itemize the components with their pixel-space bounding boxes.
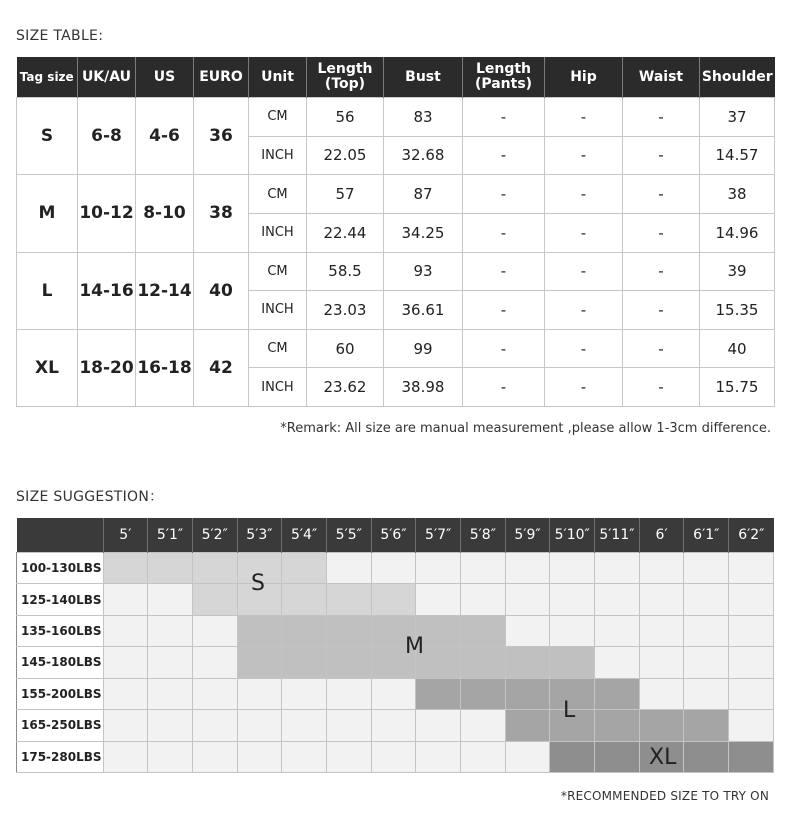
size-table-header-cell: Hip <box>545 57 623 98</box>
size-cell-value: - <box>545 98 623 137</box>
grid-cell-m <box>237 615 282 646</box>
size-label-m: M <box>405 634 424 659</box>
grid-cell-empty <box>550 553 595 584</box>
weight-row <box>17 678 774 709</box>
grid-cell-s <box>326 584 371 615</box>
size-cell-ukau: 18-20 <box>78 329 136 406</box>
size-cell-value: 38.98 <box>384 368 463 407</box>
grid-cell-empty <box>461 584 506 615</box>
grid-cell-s <box>282 584 327 615</box>
grid-cell-m <box>550 647 595 678</box>
height-header-cell: 6′ <box>639 518 684 553</box>
size-cell-value: 60 <box>307 329 384 368</box>
grid-cell-m <box>237 647 282 678</box>
weight-row <box>17 584 774 615</box>
grid-cell-empty <box>639 615 684 646</box>
grid-cell-empty <box>461 710 506 741</box>
size-cell-value: - <box>623 136 700 175</box>
size-cell-value: 56 <box>307 98 384 137</box>
grid-cell-empty <box>639 584 684 615</box>
size-label-xl: XL <box>649 745 677 770</box>
grid-cell-m <box>461 615 506 646</box>
grid-cell-s <box>192 584 237 615</box>
grid-cell-empty <box>103 678 148 709</box>
size-table-header-cell: EURO <box>194 57 249 98</box>
size-cell-value: - <box>545 329 623 368</box>
size-table-header-cell: Length (Pants) <box>463 57 545 98</box>
grid-cell-empty <box>192 647 237 678</box>
grid-cell-empty <box>505 584 550 615</box>
grid-cell-empty <box>192 615 237 646</box>
height-header-cell: 5′3″ <box>237 518 282 553</box>
grid-cell-l <box>461 678 506 709</box>
weight-row <box>17 647 774 678</box>
size-cell-value: 58.5 <box>307 252 384 291</box>
height-header-cell: 5′6″ <box>371 518 416 553</box>
grid-cell-empty <box>148 741 193 772</box>
size-table <box>16 57 775 407</box>
size-cell-value: - <box>463 329 545 368</box>
size-table-header-cell: Bust <box>384 57 463 98</box>
grid-cell-empty <box>192 710 237 741</box>
grid-cell-empty <box>461 741 506 772</box>
size-cell-value: CM <box>249 98 307 137</box>
size-cell-value: 87 <box>384 175 463 214</box>
grid-cell-s <box>371 584 416 615</box>
height-header-cell: 6′1″ <box>684 518 729 553</box>
size-cell-value: 14.96 <box>700 213 775 252</box>
weight-label: 100-130LBS <box>17 553 104 584</box>
size-cell-value: - <box>545 175 623 214</box>
size-table-header-cell: Unit <box>249 57 307 98</box>
grid-cell-empty <box>326 741 371 772</box>
size-cell-value: - <box>463 368 545 407</box>
grid-cell-empty <box>729 553 774 584</box>
size-cell-us: 8-10 <box>136 175 194 252</box>
grid-cell-empty <box>461 553 506 584</box>
height-header-cell: 5′2″ <box>192 518 237 553</box>
weight-label: 125-140LBS <box>17 584 104 615</box>
size-table-header-cell: US <box>136 57 194 98</box>
recommend-note: *RECOMMENDED SIZE TO TRY ON <box>560 789 769 803</box>
grid-cell-empty <box>326 710 371 741</box>
grid-cell-empty <box>371 553 416 584</box>
grid-cell-empty <box>148 678 193 709</box>
grid-cell-l <box>595 710 640 741</box>
size-cell-tag: XL <box>17 329 78 406</box>
grid-cell-empty <box>103 584 148 615</box>
height-header-cell: 5′1″ <box>148 518 193 553</box>
size-cell-value: - <box>545 213 623 252</box>
grid-cell-s <box>148 553 193 584</box>
size-cell-ukau: 6-8 <box>78 98 136 175</box>
grid-cell-empty <box>684 678 729 709</box>
grid-cell-empty <box>684 553 729 584</box>
size-cell-value: - <box>545 136 623 175</box>
size-cell-value: - <box>623 213 700 252</box>
grid-cell-empty <box>416 553 461 584</box>
size-cell-value: 15.35 <box>700 291 775 330</box>
size-row-cm <box>17 98 775 137</box>
grid-cell-l <box>505 710 550 741</box>
size-cell-euro: 36 <box>194 98 249 175</box>
size-cell-value: 15.75 <box>700 368 775 407</box>
size-cell-value: 38 <box>700 175 775 214</box>
grid-cell-empty <box>416 584 461 615</box>
size-cell-value: 22.05 <box>307 136 384 175</box>
grid-cell-empty <box>729 678 774 709</box>
size-cell-value: - <box>463 291 545 330</box>
grid-cell-empty <box>282 710 327 741</box>
grid-cell-m <box>326 647 371 678</box>
size-cell-value: - <box>463 98 545 137</box>
height-header-cell: 5′10″ <box>550 518 595 553</box>
size-suggestion-title: SIZE SUGGESTION： <box>16 489 164 505</box>
size-cell-value: - <box>623 329 700 368</box>
grid-cell-empty <box>639 647 684 678</box>
size-cell-value: 99 <box>384 329 463 368</box>
weight-label: 165-250LBS <box>17 710 104 741</box>
grid-cell-empty <box>729 710 774 741</box>
grid-cell-empty <box>729 615 774 646</box>
size-cell-value: - <box>623 291 700 330</box>
size-cell-value: 23.62 <box>307 368 384 407</box>
grid-cell-empty <box>103 647 148 678</box>
size-cell-value: - <box>463 175 545 214</box>
height-header-row <box>17 518 774 553</box>
size-cell-value: - <box>463 136 545 175</box>
size-table-header-cell: Shoulder <box>700 57 775 98</box>
size-cell-value: - <box>623 98 700 137</box>
grid-cell-m <box>461 647 506 678</box>
grid-cell-empty <box>550 584 595 615</box>
grid-cell-empty <box>639 553 684 584</box>
size-cell-value: CM <box>249 329 307 368</box>
grid-cell-empty <box>371 741 416 772</box>
grid-cell-empty <box>684 615 729 646</box>
weight-label: 155-200LBS <box>17 678 104 709</box>
grid-cell-empty <box>103 741 148 772</box>
grid-cell-empty <box>237 678 282 709</box>
grid-cell-l <box>416 678 461 709</box>
size-cell-us: 16-18 <box>136 329 194 406</box>
size-cell-value: - <box>545 252 623 291</box>
height-header-cell: 6′2″ <box>729 518 774 553</box>
grid-cell-m <box>326 615 371 646</box>
grid-cell-empty <box>729 647 774 678</box>
grid-cell-empty <box>639 678 684 709</box>
size-cell-value: CM <box>249 175 307 214</box>
height-header-cell: 5′ <box>103 518 148 553</box>
grid-cell-l <box>639 710 684 741</box>
height-header-cell: 5′5″ <box>326 518 371 553</box>
size-table-header-cell: UK/AU <box>78 57 136 98</box>
size-table-header-cell: Tag size <box>17 57 78 98</box>
grid-cell-empty <box>371 710 416 741</box>
weight-row <box>17 615 774 646</box>
grid-cell-empty <box>237 710 282 741</box>
size-cell-value: 23.03 <box>307 291 384 330</box>
grid-cell-empty <box>148 615 193 646</box>
size-cell-value: 39 <box>700 252 775 291</box>
size-cell-value: - <box>463 213 545 252</box>
grid-cell-empty <box>326 678 371 709</box>
remark-note: *Remark: All size are manual measurement ,please allow 1-3cm difference. <box>280 421 771 436</box>
size-cell-value: 37 <box>700 98 775 137</box>
size-cell-value: INCH <box>249 368 307 407</box>
grid-cell-l <box>505 678 550 709</box>
grid-cell-empty <box>505 741 550 772</box>
weight-row <box>17 710 774 741</box>
size-cell-value: 22.44 <box>307 213 384 252</box>
size-label-l: L <box>563 698 576 723</box>
size-table-header-row <box>17 57 775 98</box>
grid-cell-empty <box>103 710 148 741</box>
size-table-title: SIZE TABLE: <box>16 28 104 44</box>
weight-label: 135-160LBS <box>17 615 104 646</box>
size-cell-us: 4-6 <box>136 98 194 175</box>
grid-cell-xl <box>684 741 729 772</box>
grid-cell-empty <box>148 647 193 678</box>
size-cell-value: - <box>545 291 623 330</box>
grid-cell-empty <box>416 710 461 741</box>
size-cell-euro: 42 <box>194 329 249 406</box>
size-cell-value: INCH <box>249 291 307 330</box>
grid-cell-xl <box>595 741 640 772</box>
size-cell-value: INCH <box>249 213 307 252</box>
size-row-cm <box>17 175 775 214</box>
weight-label: 175-280LBS <box>17 741 104 772</box>
size-table-header-cell: Waist <box>623 57 700 98</box>
grid-cell-s <box>282 553 327 584</box>
grid-cell-m <box>282 615 327 646</box>
grid-cell-empty <box>595 615 640 646</box>
size-cell-value: 14.57 <box>700 136 775 175</box>
weight-label: 145-180LBS <box>17 647 104 678</box>
size-cell-euro: 38 <box>194 175 249 252</box>
grid-cell-empty <box>326 553 371 584</box>
grid-cell-xl <box>729 741 774 772</box>
grid-cell-empty <box>148 584 193 615</box>
size-cell-tag: L <box>17 252 78 329</box>
size-cell-value: 57 <box>307 175 384 214</box>
size-cell-us: 12-14 <box>136 252 194 329</box>
grid-cell-empty <box>505 553 550 584</box>
grid-cell-empty <box>595 553 640 584</box>
grid-cell-empty <box>595 584 640 615</box>
grid-cell-empty <box>282 741 327 772</box>
size-table-header-cell: Length (Top) <box>307 57 384 98</box>
size-cell-value: 83 <box>384 98 463 137</box>
size-cell-value: 32.68 <box>384 136 463 175</box>
grid-cell-empty <box>684 647 729 678</box>
size-cell-value: - <box>623 368 700 407</box>
size-cell-value: - <box>545 368 623 407</box>
grid-cell-l <box>684 710 729 741</box>
size-cell-value: - <box>463 252 545 291</box>
grid-cell-empty <box>416 741 461 772</box>
grid-cell-s <box>103 553 148 584</box>
grid-cell-empty <box>595 647 640 678</box>
size-cell-value: - <box>623 175 700 214</box>
size-cell-ukau: 14-16 <box>78 252 136 329</box>
grid-cell-empty <box>148 710 193 741</box>
grid-cell-empty <box>729 584 774 615</box>
size-cell-ukau: 10-12 <box>78 175 136 252</box>
height-header-cell: 5′7″ <box>416 518 461 553</box>
height-header-cell: 5′11″ <box>595 518 640 553</box>
weight-row <box>17 553 774 584</box>
grid-cell-empty <box>371 678 416 709</box>
size-cell-value: INCH <box>249 136 307 175</box>
size-row-cm <box>17 329 775 368</box>
size-cell-value: 36.61 <box>384 291 463 330</box>
grid-cell-l <box>595 678 640 709</box>
size-cell-tag: M <box>17 175 78 252</box>
size-cell-value: - <box>623 252 700 291</box>
size-cell-value: 93 <box>384 252 463 291</box>
grid-cell-empty <box>192 741 237 772</box>
grid-cell-empty <box>192 678 237 709</box>
height-header-cell: 5′8″ <box>461 518 506 553</box>
size-cell-euro: 40 <box>194 252 249 329</box>
grid-cell-empty <box>282 678 327 709</box>
grid-cell-empty <box>684 584 729 615</box>
grid-cell-empty <box>237 741 282 772</box>
size-row-cm <box>17 252 775 291</box>
size-suggestion-grid <box>16 518 774 773</box>
size-cell-tag: S <box>17 98 78 175</box>
grid-cell-m <box>282 647 327 678</box>
grid-corner <box>17 518 104 553</box>
height-header-cell: 5′4″ <box>282 518 327 553</box>
size-cell-value: 34.25 <box>384 213 463 252</box>
grid-cell-empty <box>103 615 148 646</box>
grid-cell-m <box>505 647 550 678</box>
grid-cell-empty <box>550 615 595 646</box>
grid-cell-s <box>192 553 237 584</box>
size-label-s: S <box>251 571 265 596</box>
height-header-cell: 5′9″ <box>505 518 550 553</box>
size-cell-value: CM <box>249 252 307 291</box>
grid-cell-xl <box>550 741 595 772</box>
grid-cell-empty <box>505 615 550 646</box>
size-cell-value: 40 <box>700 329 775 368</box>
